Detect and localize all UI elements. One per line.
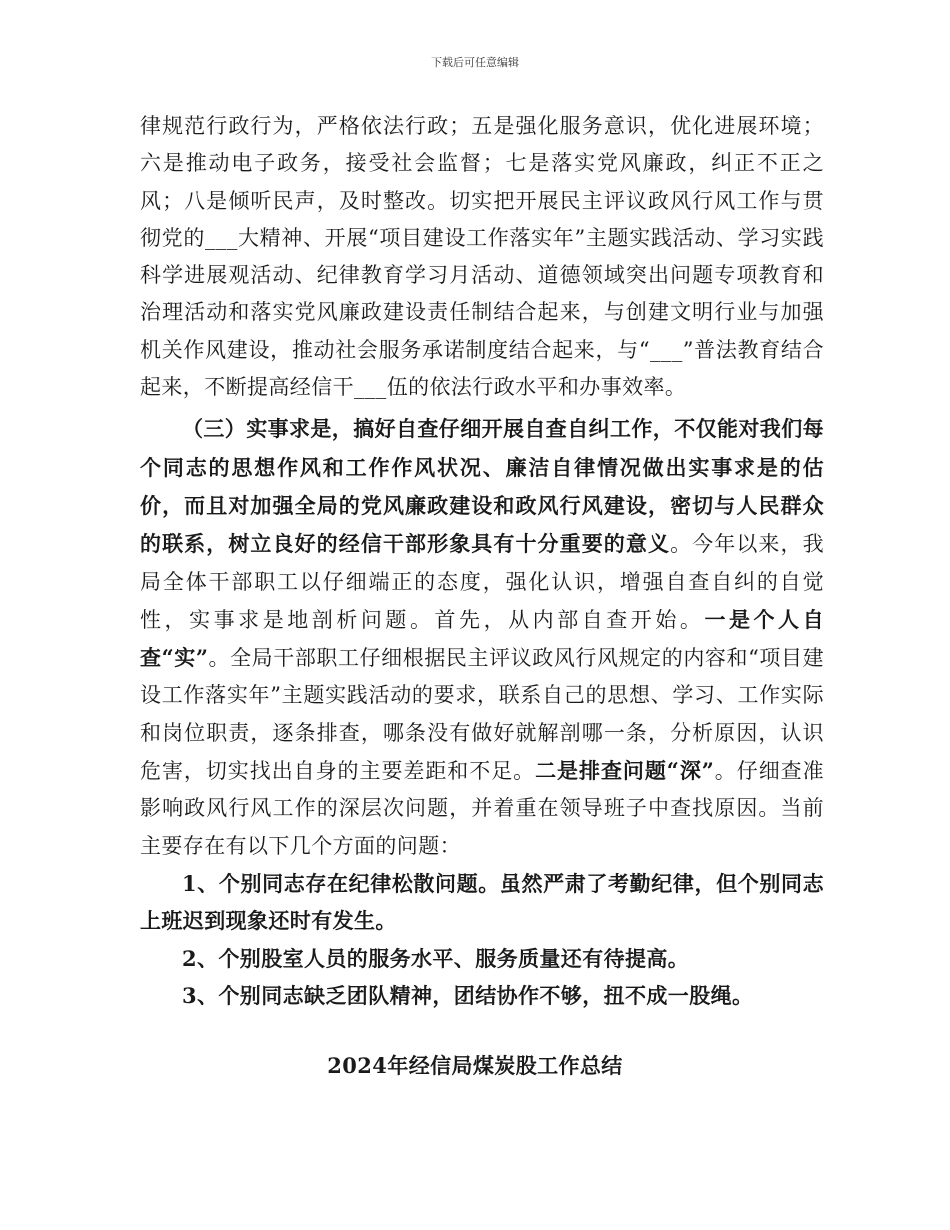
problem-item-2: 2、个别股室人员的服务水平、服务质量还有待提高。 [182, 945, 690, 971]
next-document-title: 2024年经信局煤炭股工作总结 [327, 1053, 623, 1078]
section-three-heading: （三）实事求是，搞好自查仔细开展自查自纠工作，不仅能对我们每个同志的思想作风和工作作风状况、廉洁自律情况做出实事求是的估价，而且对加强全局的党风廉政建设和政风行风建设，密切与人民群众的联系，树立良好的经信干部形象具有十分重要的意义 [140, 416, 824, 557]
paragraph-continued: 律规范行政行为，严格依法行政；五是强化服务意识，优化进展环境；六是推动电子政务，接受社会监督；七是落实党风廉政，纠正不正之风；八是倾听民声，及时整改。切实把开展民主评议政风行风工作与贯彻党的___大精神、开展“项目建设工作落实年”主题实践活动、学习实践科学进展观活动、纪律教育学习月活动、道德领域突出问题专项教育和治理活动和落实党风廉政建设责任制结合起来，与创建文明行业与加强机关作风建设，推动社会服务承诺制度结合起来，与“___”普法教育结合起来，不断提高经信干___伍的依法行政水平和办事效率。 [140, 114, 824, 400]
self-check-point-one: 一是个人自查“实” [140, 606, 824, 671]
problem-item-1: 1、个别同志存在纪律松散问题。虽然严肃了考勤纪律，但个别同志上班迟到现象还时有发生。 [140, 870, 824, 934]
page-header-note: 下载后可任意编辑 [431, 56, 519, 69]
section-three-text-2: 。全局干部职工仔细根据民主评议政风行风规定的内容和“项目建设工作落实年”主题实践活动的要求，联系自己的思想、学习、工作实际和岗位职责，逐条排查，哪条没有做好就解剖哪一条，分析原因，认识危害，切实找出自身的主要差距和不足。 [140, 646, 824, 784]
self-check-point-two: 二是排查问题“深” [535, 758, 715, 784]
document-body [140, 108, 824, 1014]
paragraph-section-three [140, 410, 824, 865]
section-three-text-1: 。今年以来，我局全体干部职工以仔细端正的态度，强化认识，增强自查自纠的自觉性，实事求是地剖析问题。首先，从内部自查开始。 [140, 532, 824, 632]
section-three-text-3: 。仔细查准影响政风行风工作的深层次问题，并着重在领导班子中查找原因。当前主要存在有以下几个方面的问题： [140, 759, 824, 858]
problem-item-3: 3、个别同志缺乏团队精神，团结协作不够，扭不成一股绳。 [182, 982, 754, 1008]
